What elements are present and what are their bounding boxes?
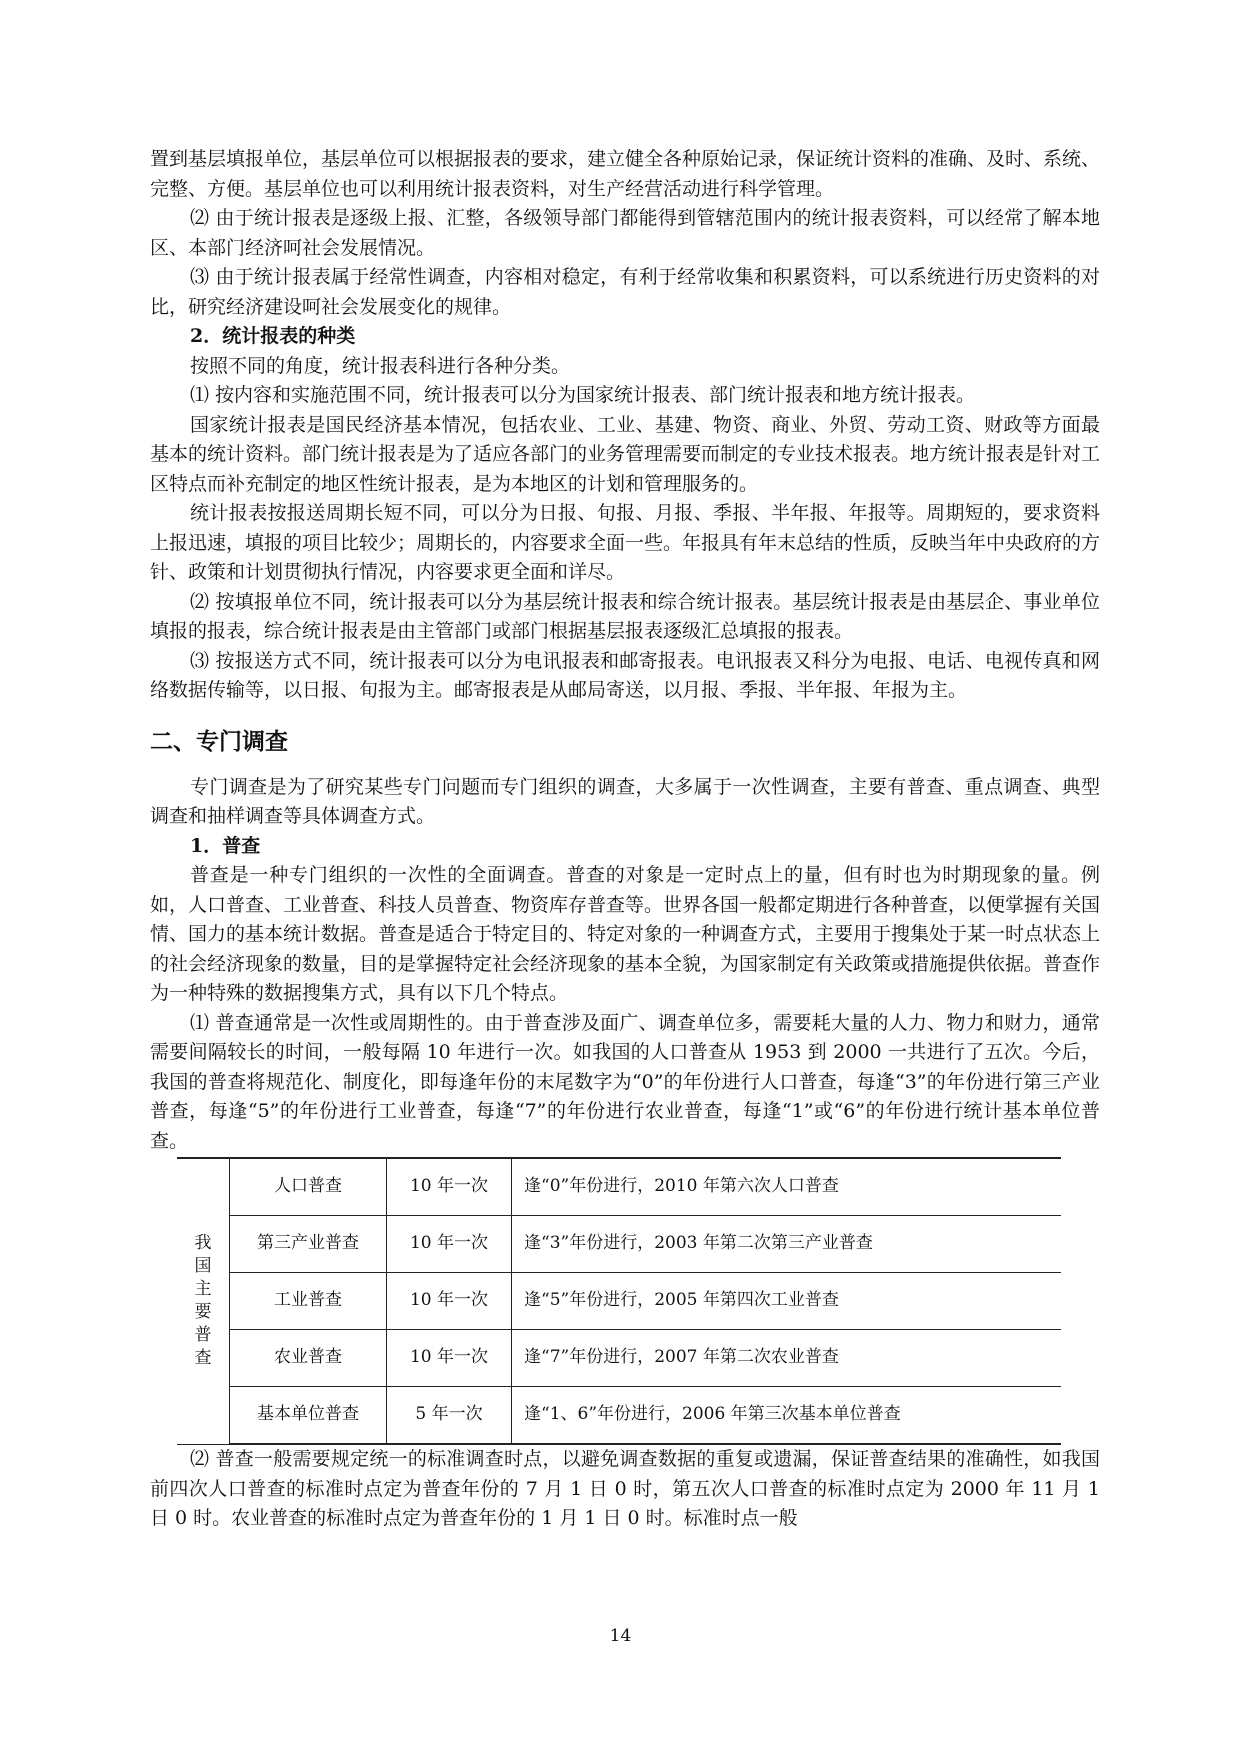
subheading-report-types: 2．统计报表的种类	[190, 325, 356, 347]
paragraph-continuation: 置到基层填报单位，基层单位可以根据报表的要求，建立健全各种原始记录，保证统计资料的准确、及时、系统、完整、方便。基层单位也可以利用统计报表资料，对生产经营活动进行科学管理。	[150, 148, 1101, 200]
paragraph-types-national: 国家统计报表是国民经济基本情况，包括农业、工业、基建、物资、商业、外贸、劳动工资、财政等方面最基本的统计资料。部门统计报表是为了适应各部门的业务管理需要而制定的专业技术报表。地方统计报表是针对工区特点而补充制定的地区性统计报表，是为本地区的计划和管理服务的。	[150, 413, 1101, 495]
table-group-label: 我国主要普查	[177, 1158, 230, 1444]
paragraph-census-1: ⑴ 普查通常是一次性或周期性的。由于普查涉及面广、调查单位多，需要耗大量的人力、物力和财力，通常需要间隔较长的时间，一般每隔 10 年进行一次。如我国的人口普查从 1953 到 2000 一共进行了五次。今后，我国的普查将规范化、制度化，即每逢年份的末尾数字为“0”的年份进行人口普查，每逢“3”的年份进行第三产业普查，每逢“5”的年份进行工业普查，每逢“7”的年份进行农业普查，每逢“1”或“6”的年份进行统计基本单位普查。	[150, 1011, 1100, 1152]
subheading-census: 1．普查	[190, 834, 261, 857]
paragraph-census-def: 普查是一种专门组织的一次性的全面调查。普查的对象是一定时点上的量，但有时也为时期现象的量。例如，人口普查、工业普查、科技人员普查、物资库存普查等。世界各国一般都定期进行各种普查，以便掌握有关国情、国力的基本统计数据。普查是适合于特定目的、特定对象的一种调查方式，主要用于搜集处于某一时点状态上的社会经济现象的数量，目的是掌握特定社会经济现象的基本全貌，为国家制定有关政策或措施提供依据。普查作为一种特殊的数据搜集方式，具有以下几个特点。	[150, 864, 1101, 1004]
census-table	[177, 1157, 1061, 1445]
table-row	[177, 1273, 1061, 1330]
paragraph-types-1: ⑴ 按内容和实施范围不同，统计报表可以分为国家统计报表、部门统计报表和地方统计报表。	[190, 384, 976, 406]
table-cell-type: 第三产业普查	[230, 1216, 387, 1273]
table-cell-note: 逢“5”年份进行，2005 年第四次工业普查	[512, 1273, 1062, 1330]
table-cell-note: 逢“0”年份进行，2010 年第六次人口普查	[512, 1158, 1062, 1216]
table-cell-cycle: 10 年一次	[387, 1216, 512, 1273]
table-row	[177, 1158, 1061, 1216]
table-cell-type: 基本单位普查	[230, 1387, 387, 1445]
paragraph-types-3: ⑶ 按报送方式不同，统计报表可以分为电讯报表和邮寄报表。电讯报表又科分为电报、电话、电视传真和网络数据传输等，以日报、旬报为主。邮寄报表是从邮局寄送，以月报、季报、半年报、年报为主。	[150, 649, 1100, 701]
paragraph-section-intro: 专门调查是为了研究某些专门问题而专门组织的调查，大多属于一次性调查，主要有普查、重点调查、典型调查和抽样调查等具体调查方式。	[150, 775, 1100, 827]
table-cell-note: 逢“1、6”年份进行，2006 年第三次基本单位普查	[512, 1387, 1062, 1445]
paragraph-point-2: ⑵ 由于统计报表是逐级上报、汇整，各级领导部门都能得到管辖范围内的统计报表资料，可以经常了解本地区、本部门经济呵社会发展情况。	[150, 207, 1100, 259]
table-row	[177, 1216, 1061, 1273]
table-row	[177, 1387, 1061, 1445]
table-cell-cycle: 10 年一次	[387, 1330, 512, 1387]
table-cell-type: 农业普查	[230, 1330, 387, 1387]
section-heading-special-survey: 二、专门调查	[150, 728, 288, 755]
paragraph-types-period: 统计报表按报送周期长短不同，可以分为日报、旬报、月报、季报、半年报、年报等。周期短的，要求资料上报迅速，填报的项目比较少；周期长的，内容要求全面一些。年报具有年末总结的性质，反映当年中央政府的方针、政策和计划贯彻执行情况，内容要求更全面和详尽。	[150, 502, 1101, 583]
table-cell-type: 工业普查	[230, 1273, 387, 1330]
paragraph-census-2: ⑵ 普查一般需要规定统一的标准调查时点，以避免调查数据的重复或遗漏，保证普查结果的准确性，如我国前四次人口普查的标准时点定为普查年份的 7 月 1 日 0 时，第五次人口普查的标准时点定为 2000 年 11 月 1 日 0 时。农业普查的标准时点定为普查年份的 1 月 1 日 0 时。标准时点一般	[150, 1448, 1100, 1529]
table-row	[177, 1330, 1061, 1387]
table-cell-cycle: 10 年一次	[387, 1273, 512, 1330]
paragraph-point-3: ⑶ 由于统计报表属于经常性调查，内容相对稳定，有利于经常收集和积累资料，可以系统进行历史资料的对比，研究经济建设呵社会发展变化的规律。	[150, 266, 1100, 318]
table-cell-note: 逢“7”年份进行，2007 年第二次农业普查	[512, 1330, 1062, 1387]
table-cell-type: 人口普查	[230, 1158, 387, 1216]
page-number: 14	[609, 1626, 632, 1646]
page-content	[150, 145, 1100, 1534]
paragraph-types-intro: 按照不同的角度，统计报表科进行各种分类。	[190, 354, 571, 377]
table-cell-note: 逢“3”年份进行，2003 年第二次第三产业普查	[512, 1216, 1062, 1273]
table-cell-cycle: 5 年一次	[387, 1387, 512, 1445]
table-cell-cycle: 10 年一次	[387, 1158, 512, 1216]
paragraph-types-2: ⑵ 按填报单位不同，统计报表可以分为基层统计报表和综合统计报表。基层统计报表是由基层企、事业单位填报的报表，综合统计报表是由主管部门或部门根据基层报表逐级汇总填报的报表。	[150, 590, 1100, 642]
